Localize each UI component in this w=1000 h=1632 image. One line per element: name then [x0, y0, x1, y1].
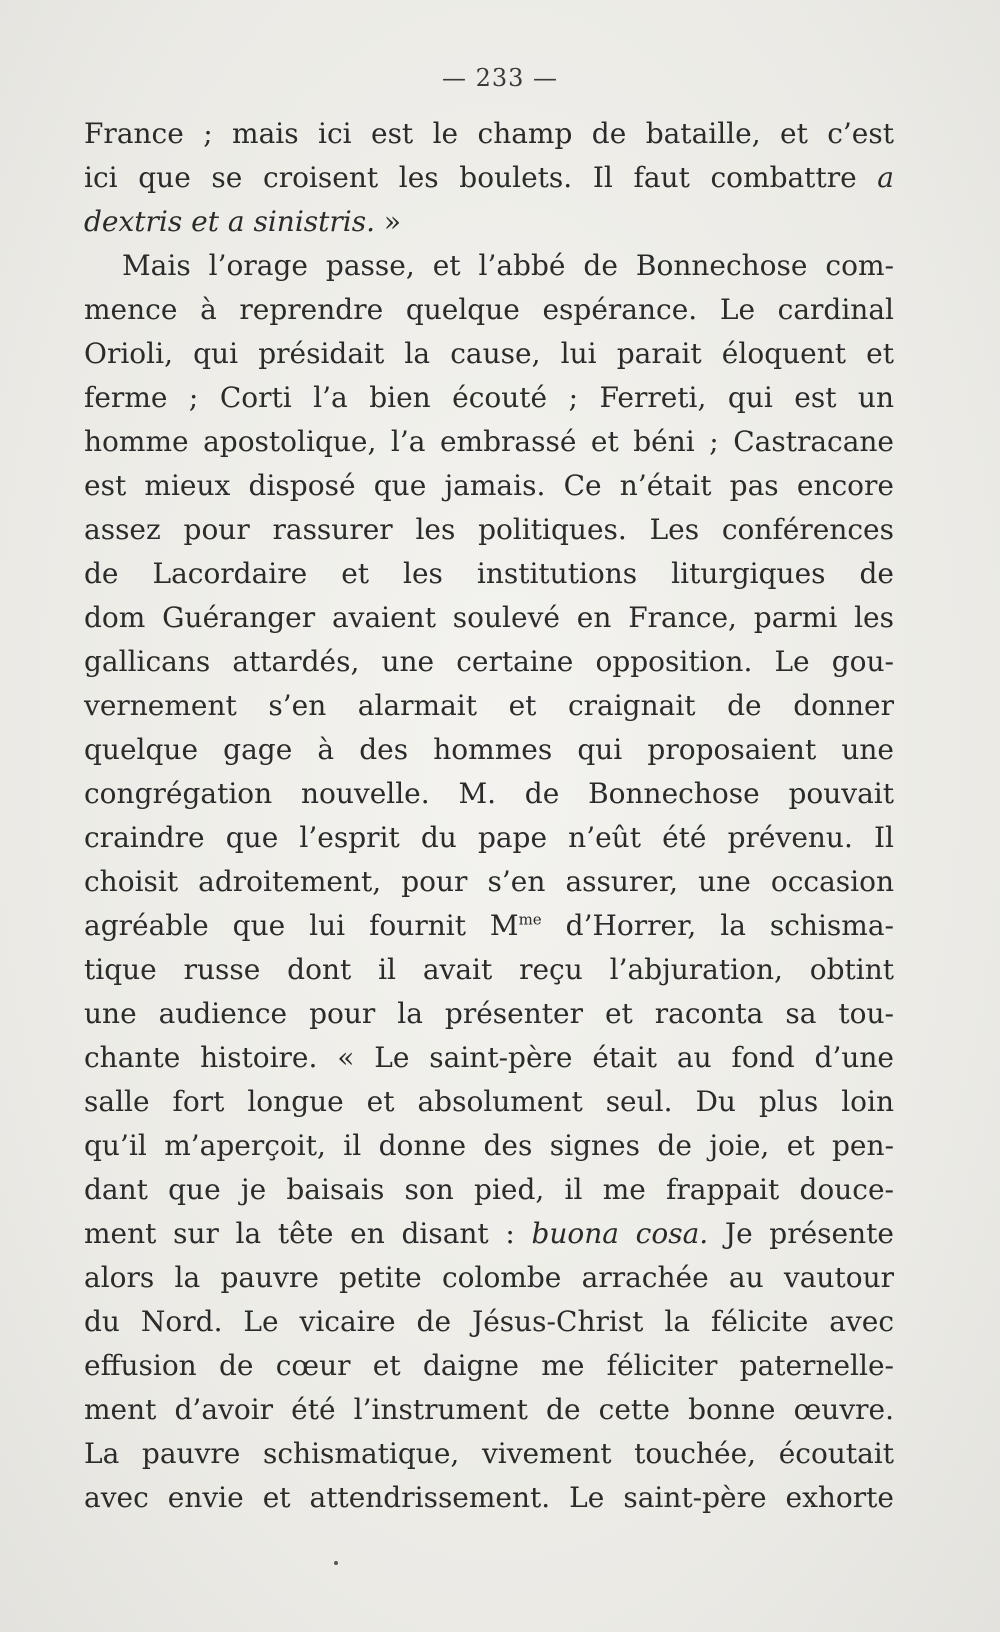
- text-line: [84, 112, 894, 156]
- italic-text: a: [877, 161, 894, 194]
- text-run: vernement s’en alarmait et craignait de donner: [84, 689, 894, 722]
- text-run: agréable que lui fournit M: [84, 909, 519, 942]
- italic-text: dextris et a sinistris.: [84, 205, 376, 238]
- text-run: dom Guéranger avaient soulevé en France, parmi les: [84, 601, 894, 634]
- text-line: [84, 1256, 894, 1300]
- text-run: avec envie et attendrissement. Le saint-père exhorte: [84, 1481, 894, 1514]
- text-line: [84, 1080, 894, 1124]
- text-run: est mieux disposé que jamais. Ce n’était pas encore: [84, 469, 894, 502]
- text-run: ment sur la tête en disant :: [84, 1217, 532, 1250]
- text-run: d’Horrer, la schisma-: [541, 909, 894, 942]
- text-run: mence à reprendre quelque espérance. Le cardinal: [84, 293, 894, 326]
- text-run: France ; mais ici est le champ de bataille, et c’est: [84, 117, 894, 150]
- text-line: [84, 1344, 894, 1388]
- text-line: [84, 904, 894, 948]
- text-line: [84, 420, 894, 464]
- text-line: [84, 860, 894, 904]
- text-run: tique russe dont il avait reçu l’abjuration, obtint: [84, 953, 894, 986]
- text-run: de Lacordaire et les institutions liturgiques de: [84, 557, 894, 590]
- text-run: »: [375, 205, 402, 238]
- text-run: Je présente: [708, 1217, 894, 1250]
- ink-speck: [334, 1561, 338, 1565]
- text-line: [84, 552, 894, 596]
- text-line: [84, 816, 894, 860]
- text-line: [84, 1388, 894, 1432]
- text-line: [84, 1476, 894, 1520]
- text-run: homme apostolique, l’a embrassé et béni ; Castracane: [84, 425, 894, 458]
- page-number: — 233 —: [441, 64, 559, 92]
- text-run: choisit adroitement, pour s’en assurer, une occasion: [84, 865, 894, 898]
- text-line: [84, 332, 894, 376]
- body-text: [84, 112, 894, 1520]
- text-line: [84, 640, 894, 684]
- text-line: [84, 1300, 894, 1344]
- text-line: [84, 1124, 894, 1168]
- text-line: [84, 772, 894, 816]
- text-line: [84, 464, 894, 508]
- text-run: Orioli, qui présidait la cause, lui parait éloquent et: [84, 337, 894, 370]
- text-line: [84, 200, 894, 244]
- text-line: [84, 288, 894, 332]
- text-run: quelque gage à des hommes qui proposaient une: [84, 733, 894, 766]
- text-run: congrégation nouvelle. M. de Bonnechose pouvait: [84, 777, 894, 810]
- text-line: [84, 508, 894, 552]
- text-run: dant que je baisais son pied, il me frappait douce-: [84, 1173, 894, 1206]
- text-run: effusion de cœur et daigne me féliciter paternelle-: [84, 1349, 894, 1382]
- text-run: du Nord. Le vicaire de Jésus-Christ la félicite avec: [84, 1305, 894, 1338]
- italic-text: buona cosa.: [531, 1217, 709, 1250]
- text-run: gallicans attardés, une certaine opposition. Le gou-: [84, 645, 894, 678]
- text-run: ici que se croisent les boulets. Il faut combattre: [84, 161, 878, 194]
- text-line: [84, 1036, 894, 1080]
- text-line: [84, 992, 894, 1036]
- text-line: [84, 376, 894, 420]
- superscript-text: me: [518, 910, 542, 929]
- text-run: ferme ; Corti l’a bien écouté ; Ferreti, qui est un: [84, 381, 894, 414]
- text-line: [84, 728, 894, 772]
- text-run: ment d’avoir été l’instrument de cette bonne œuvre.: [84, 1393, 894, 1426]
- text-run: craindre que l’esprit du pape n’eût été prévenu. Il: [84, 821, 894, 854]
- text-run: assez pour rassurer les politiques. Les conférences: [84, 513, 894, 546]
- text-run: qu’il m’aperçoit, il donne des signes de joie, et pen-: [84, 1129, 894, 1162]
- text-line: [84, 156, 894, 200]
- text-line: [84, 1432, 894, 1476]
- text-run: salle fort longue et absolument seul. Du plus loin: [84, 1085, 894, 1118]
- text-line: [84, 948, 894, 992]
- text-line: [84, 684, 894, 728]
- text-line: [84, 1168, 894, 1212]
- text-run: alors la pauvre petite colombe arrachée au vautour: [84, 1261, 894, 1294]
- text-run: chante histoire. « Le saint-père était au fond d’une: [84, 1041, 894, 1074]
- text-run: une audience pour la présenter et raconta sa tou-: [84, 997, 894, 1030]
- text-run: Mais l’orage passe, et l’abbé de Bonnechose com-: [122, 249, 894, 282]
- text-run: La pauvre schismatique, vivement touchée, écoutait: [84, 1437, 894, 1470]
- text-line: [84, 1212, 894, 1256]
- text-line: [84, 596, 894, 640]
- text-line: [84, 244, 894, 288]
